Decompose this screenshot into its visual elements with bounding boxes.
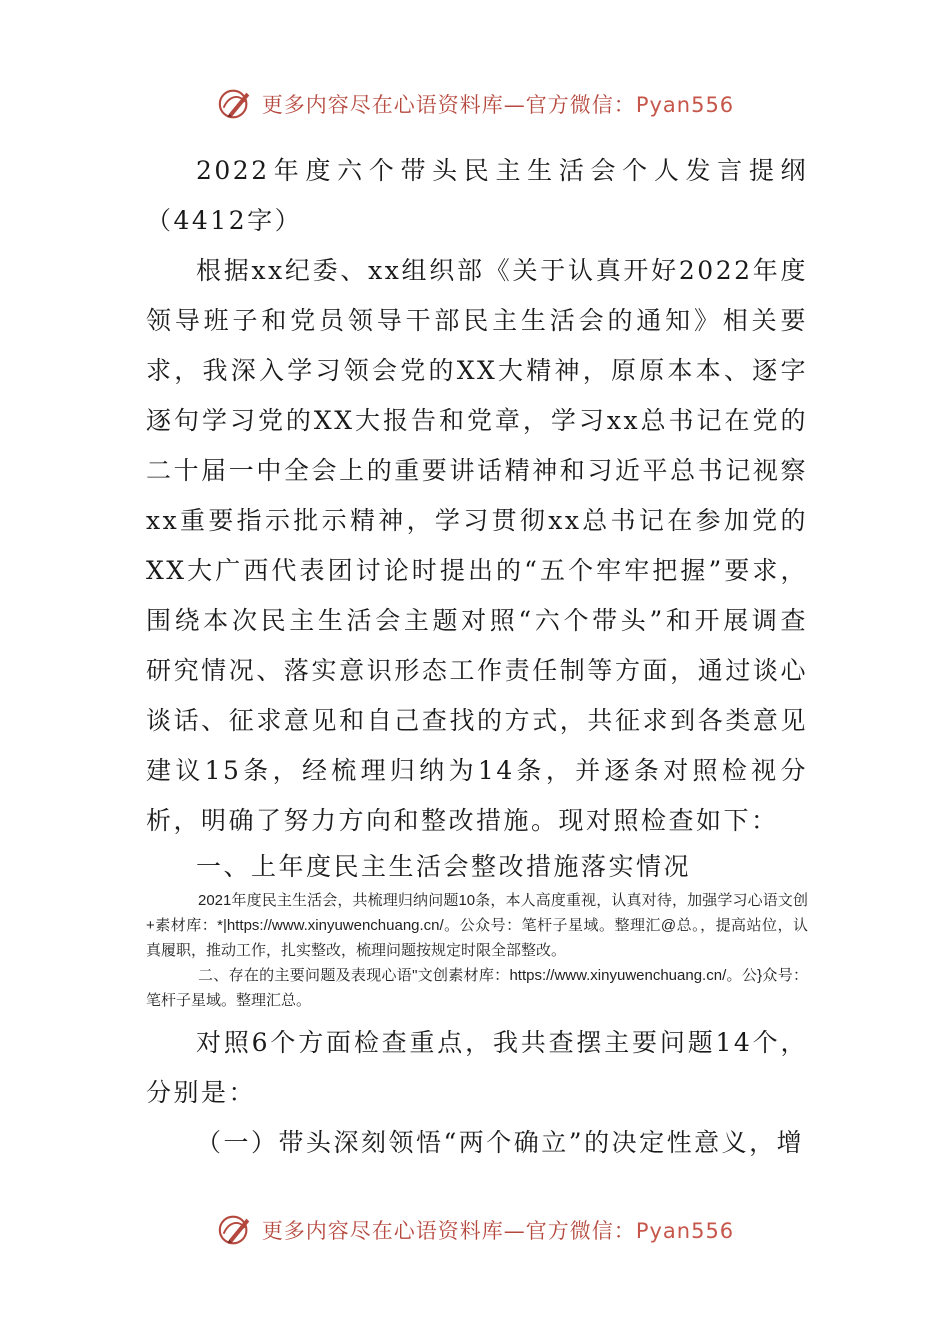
small-text-block <box>146 888 808 1013</box>
watermark-text: 更多内容尽在心语资料库—官方微信：Pyan556 <box>261 1219 735 1243</box>
subsection-heading: （一）带头深刻领悟“两个确立”的决定性意义，增 <box>196 1128 805 1157</box>
section-heading: 一、上年度民主生活会整改措施落实情况 <box>196 852 692 881</box>
watermark-footer <box>0 1206 950 1254</box>
pen-nib-swirl-icon <box>216 85 254 123</box>
small-paragraph: 二、存在的主要问题及表现心语"文创素材库：https://www.xinyuwenchuang.cn/。公}众号：笔杆子星域。整理汇总。 <box>146 967 808 1009</box>
intro-paragraph: 根据xx纪委、xx组织部《关于认真开好2022年度领导班子和党员领导干部民主生活会的通知》相关要求，我深入学习领会党的XX大精神，原原本本、逐字逐句学习党的XX大报告和党章，学习xx总书记在党的二十届一中全会上的重要讲话精神和习近平总书记视察xx重要指示批示精神，学习贯彻xx总书记在参加党的XX大广西代表团讨论时提出的“五个牢牢把握”要求，围绕本次民主生活会主题对照“六个带头”和开展调查研究情况、落实意识形态工作责任制等方面，通过谈心谈话、征求意见和自己查找的方式，共征求到各类意见建议15条，经梳理归纳为14条，并逐条对照检视分析，明确了努力方向和整改措施。现对照检查如下： <box>146 256 808 835</box>
problems-paragraph: 对照6个方面检查重点，我共查摆主要问题14个，分别是： <box>146 1028 808 1107</box>
small-paragraph: 2021年度民主生活会，共梳理归纳问题10条，本人高度重视，认真对待，加强学习心语文创+素材库：*|https://www.xinyuwenchuang.cn/。公众号：笔杆子星域。整理汇@总。，提高站位，认真履职，推动工作，扎实整改，梳理问题按规定时限全部整改。 <box>146 892 808 959</box>
document-title: 2022年度六个带头民主生活会个人发言提纲（4412字） <box>146 156 808 235</box>
watermark-header <box>0 80 950 128</box>
pen-nib-swirl-icon <box>216 1211 254 1249</box>
watermark-text: 更多内容尽在心语资料库—官方微信：Pyan556 <box>261 93 735 117</box>
